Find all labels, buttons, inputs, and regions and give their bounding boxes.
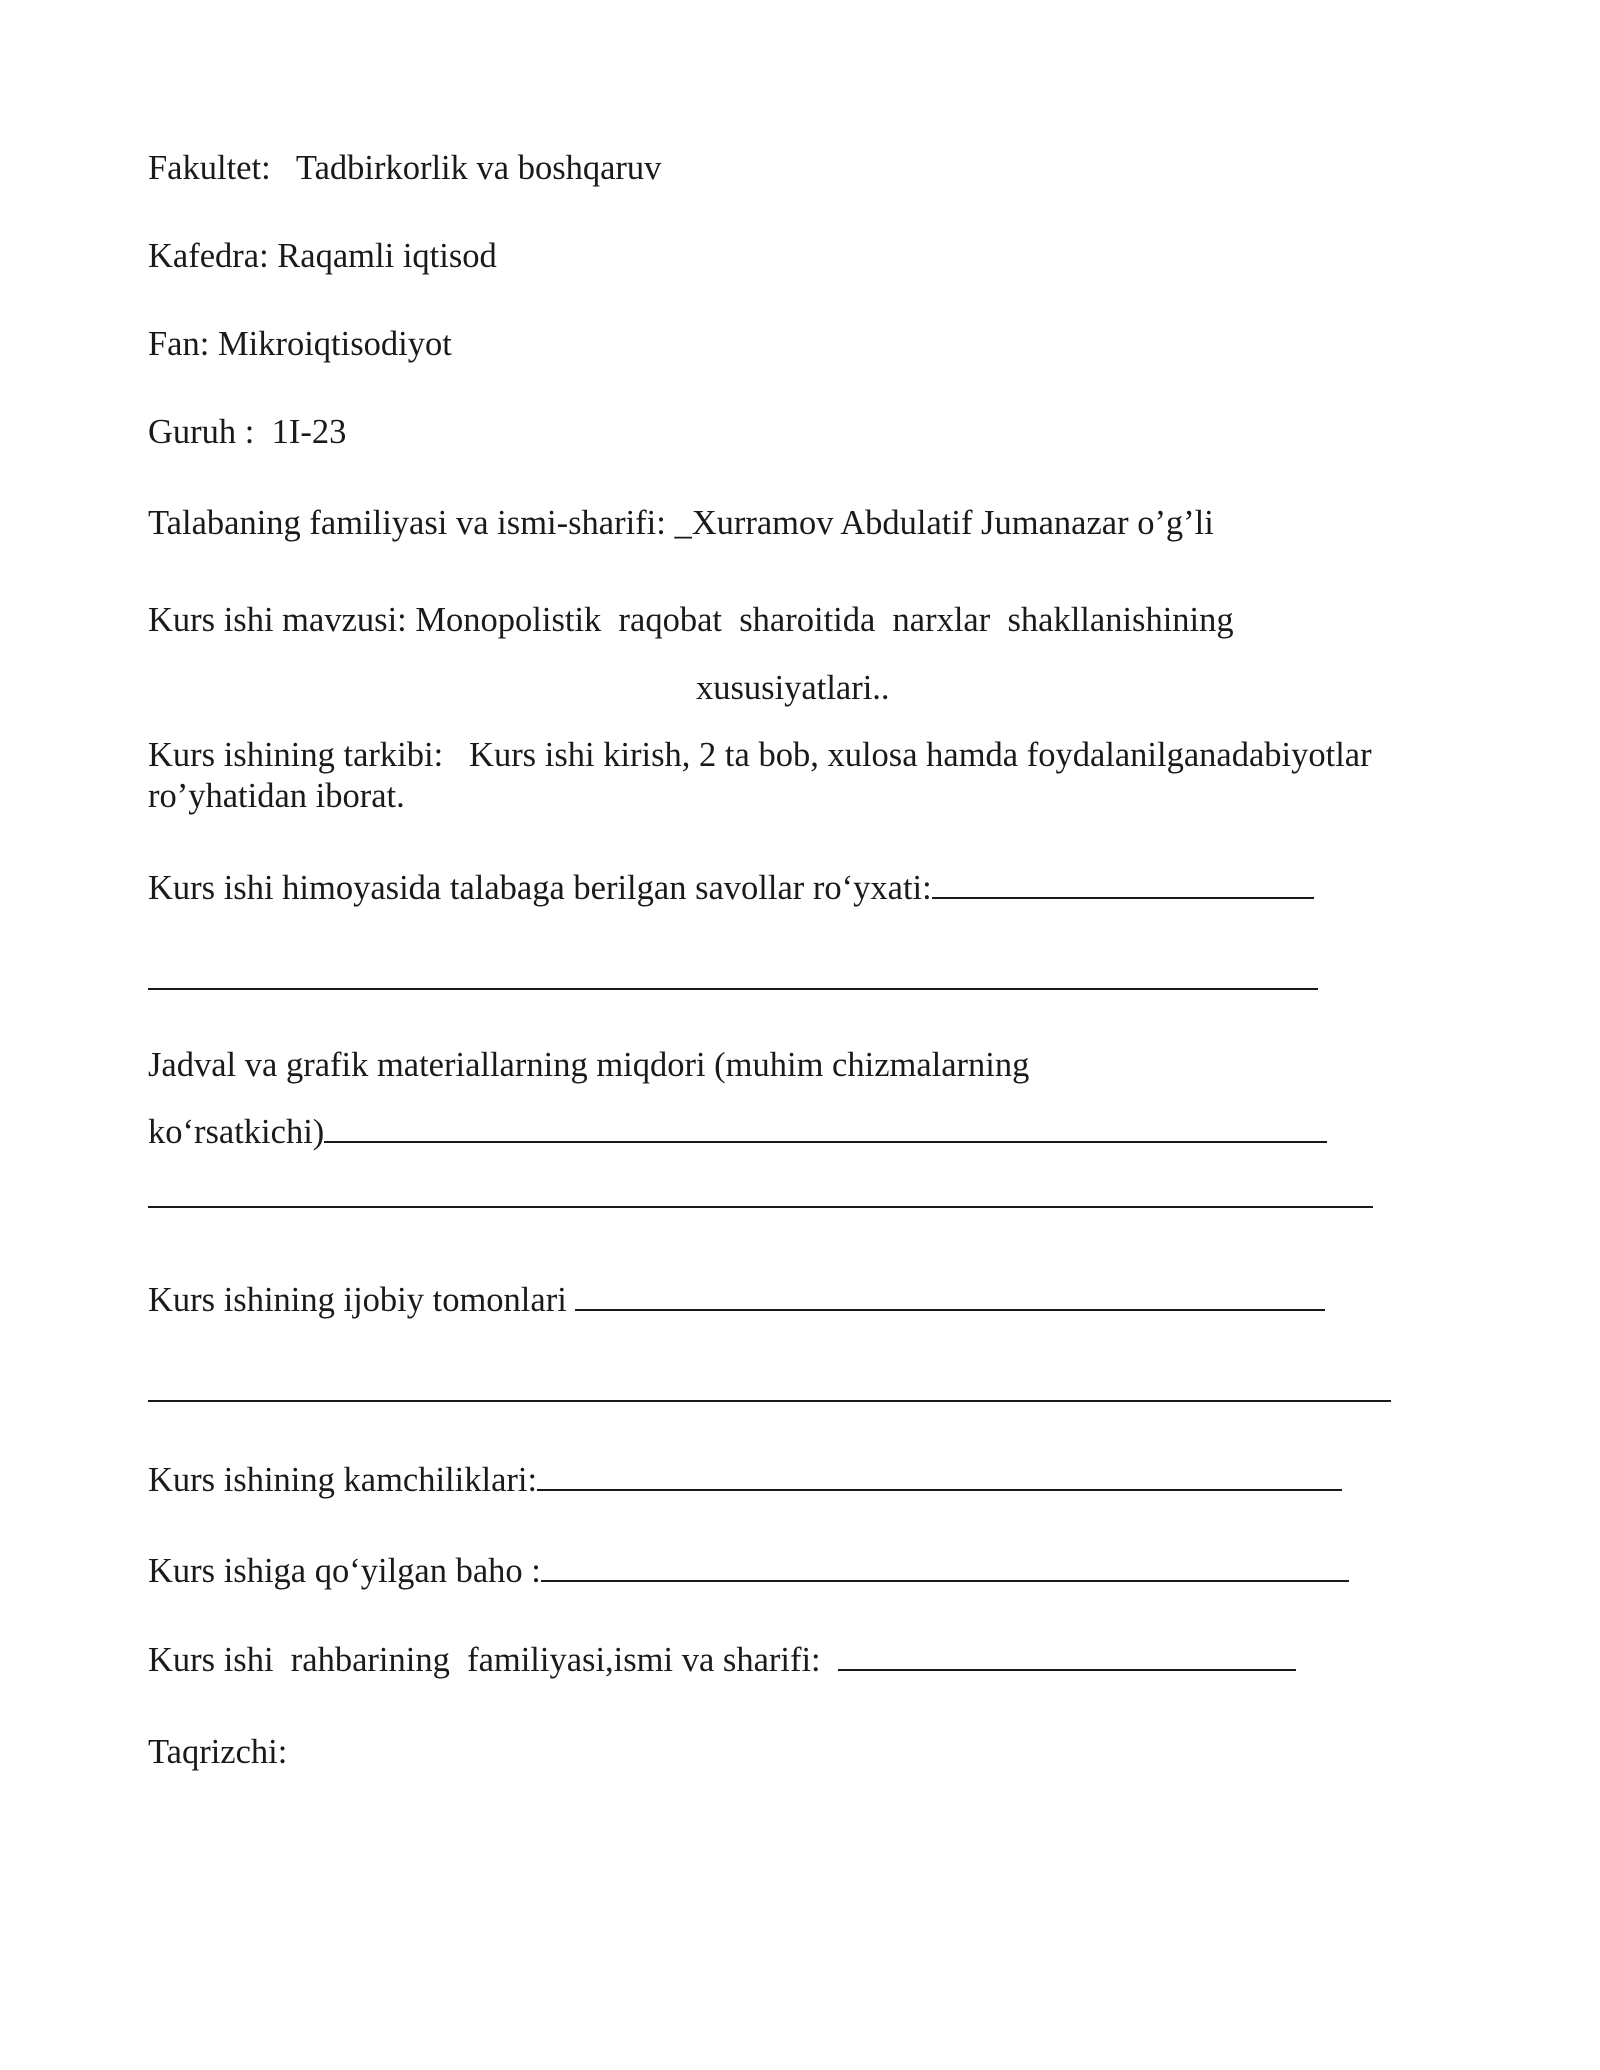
group-label: Guruh : [148, 413, 255, 451]
questions-label: Kurs ishi himoyasida talabaga berilgan savollar ro‘yxati: [148, 869, 932, 907]
materials-line [148, 1112, 1327, 1152]
positives-label: Kurs ishining ijobiy tomonlari [148, 1281, 567, 1319]
student-value: _Xurramov Abdulatif Jumanazar o’g’li [674, 504, 1214, 542]
topic-value-line1: Monopolistik raqobat sharoitida narxlar shakllanishining [415, 601, 1234, 639]
structure-value-line2: ro’yhatidan iborat. [148, 777, 405, 815]
grade-blank[interactable] [541, 1552, 1349, 1582]
supervisor-label: Kurs ishi rahbarining familiyasi,ismi va sharifi: [148, 1641, 821, 1679]
faculty-label: Fakultet: [148, 149, 271, 187]
materials-blank-line-2[interactable] [148, 1206, 1373, 1208]
department-label: Kafedra: [148, 237, 269, 275]
materials-blank[interactable] [324, 1113, 1327, 1143]
shortcomings-line [148, 1460, 1342, 1500]
structure-value-line1: Kurs ishi kirish, 2 ta bob, xulosa hamda foydalanilganadabiyotlar [469, 736, 1372, 774]
grade-line [148, 1551, 1349, 1591]
questions-blank[interactable] [932, 869, 1314, 899]
faculty-line [148, 148, 661, 188]
department-line [148, 236, 497, 276]
positives-line [148, 1280, 1325, 1320]
supervisor-line [148, 1640, 1296, 1680]
shortcomings-label: Kurs ishining kamchiliklari: [148, 1461, 538, 1499]
student-label: Talabaning familiyasi va ismi-sharifi: [148, 504, 666, 542]
topic-line [148, 600, 1234, 640]
topic-value-line2: xususiyatlari.. [696, 669, 890, 707]
subject-value: Mikroiqtisodiyot [217, 325, 452, 363]
group-value: 1I-23 [271, 413, 347, 451]
shortcomings-blank[interactable] [537, 1461, 1342, 1491]
group-line [148, 412, 346, 452]
supervisor-blank[interactable] [838, 1641, 1296, 1671]
subject-label: Fan: [148, 325, 210, 363]
materials-line2: ko‘rsatkichi) [148, 1113, 325, 1151]
reviewer-label: Taqrizchi: [148, 1733, 288, 1771]
grade-label: Kurs ishiga qo‘yilgan baho : [148, 1552, 541, 1590]
department-value: Raqamli iqtisod [277, 237, 497, 275]
structure-line [148, 735, 1372, 775]
materials-line1: Jadval va grafik materiallarning miqdori (muhim chizmalarning [148, 1046, 1030, 1084]
questions-line [148, 868, 1314, 908]
student-line [148, 503, 1214, 543]
faculty-value: Tadbirkorlik va boshqaruv [295, 149, 662, 187]
questions-blank-line-2[interactable] [148, 988, 1318, 990]
structure-label: Kurs ishining tarkibi: [148, 736, 444, 774]
subject-line [148, 324, 452, 364]
topic-label: Kurs ishi mavzusi: [148, 601, 407, 639]
positives-blank-line-2[interactable] [148, 1400, 1391, 1402]
positives-blank[interactable] [575, 1281, 1325, 1311]
